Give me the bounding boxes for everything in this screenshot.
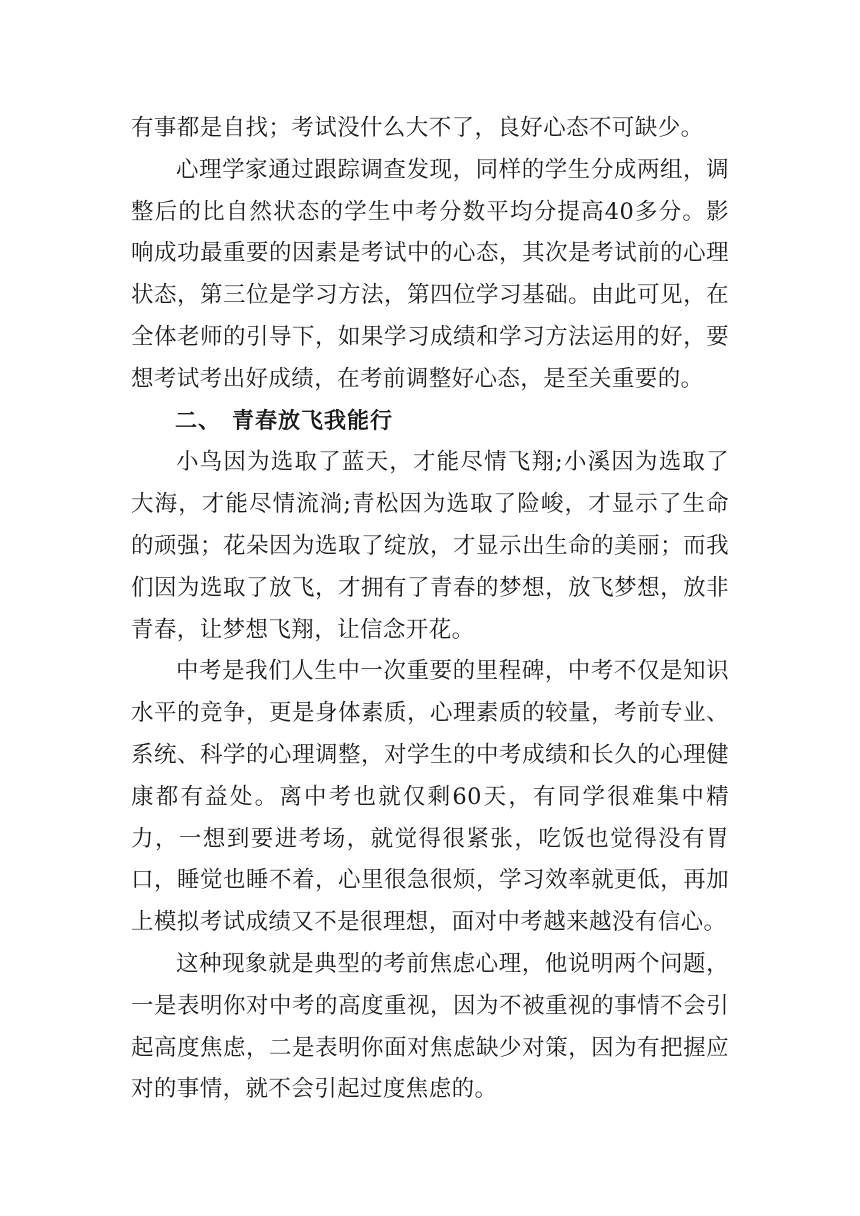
paragraph-psychology-study: 心理学家通过跟踪调查发现，同样的学生分成两组，调整后的比自然状态的学生中考分数平均分提高40多分。影响成功最重要的因素是考试中的心态，其次是考试前的心理状态，第三位是学习方法，第四位学习基础。由此可见，在全体老师的引导下，如果学习成绩和学习方法运用的好，要想考试考出好成绩，在考前调整好心态，是至关重要的。: [131, 156, 729, 392]
section-heading-title: 青春放飞我能行: [232, 408, 394, 434]
section-heading-number: 二、: [175, 408, 222, 434]
paragraph-continuation: 有事都是自找；考试没什么大不了，良好心态不可缺少。: [131, 115, 704, 141]
paragraph-youth-dreams: 小鸟因为选取了蓝天，才能尽情飞翔;小溪因为选取了大海，才能尽情流淌;青松因为选取了险峻，才显示了生命的顽强；花朵因为选取了绽放，才显示出生命的美丽；而我们因为选取了放飞，才拥有了青春的梦想，放飞梦想，放非青春，让梦想飞翔，让信念开花。: [131, 449, 729, 643]
paragraph-exam-anxiety: 这种现象就是典型的考前焦虑心理，他说明两个问题，一是表明你对中考的高度重视，因为不被重视的事情不会引起高度焦虑，二是表明你面对焦虑缺少对策，因为有把握应对的事情，就不会引起过度焦虑的。: [131, 950, 729, 1103]
section-heading: [131, 401, 729, 443]
paragraph-exam-milestone: 中考是我们人生中一次重要的里程碑，中考不仅是知识水平的竞争，更是身体素质，心理素质的较量，考前专业、系统、科学的心理调整，对学生的中考成绩和长久的心理健康都有益处。离中考也就仅剩60天，有同学很难集中精力，一想到要进考场，就觉得很紧张，吃饭也觉得没有胃口，睡觉也睡不着，心里很急很烦，学习效率就更低，再加上模拟考试成绩又不是很理想，面对中考越来越没有信心。: [131, 658, 729, 936]
document-body: [131, 108, 729, 1111]
